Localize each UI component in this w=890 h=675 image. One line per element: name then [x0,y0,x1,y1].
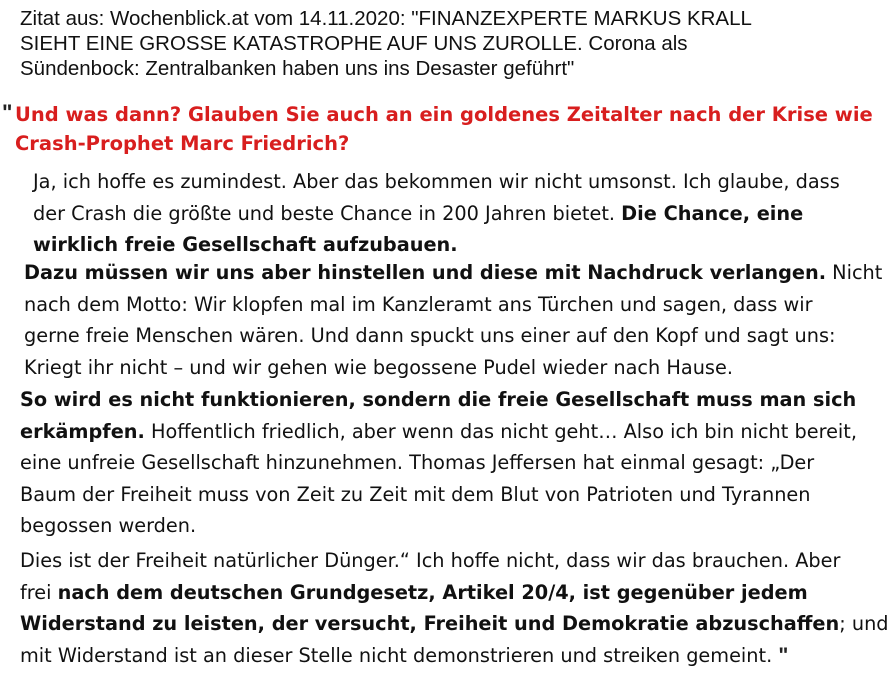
bold-run: Widerstand zu leisten, der versucht, Freiheit und Demokratie abzuschaffen [20,612,840,635]
bold-run: erkämpfen. [20,419,145,443]
opening-quote-mark: " [2,100,13,125]
text-line [20,608,889,640]
text-line: Ja, ich hoffe es zumindest. Aber das bekommen wir nicht umsonst. Ich glaube, dass [33,170,840,193]
question-line: Crash-Prophet Marc Friedrich? [15,132,350,155]
text-line [24,257,884,289]
citation-line: SIEHT EINE GROSSE KATASTROPHE AUF UNS ZUROLLE. Corona als [20,32,688,55]
question-line: Und was dann? Glauben Sie auch an ein goldenes Zeitalter nach der Krise wie [15,103,873,126]
text-run: mit Widerstand ist an dieser Stelle nicht demonstrieren und streiken gemeint. [20,643,779,667]
text-run: frei [20,580,58,604]
answer-paragraph-1 [33,166,883,261]
closing-quote-mark: " [778,643,789,667]
text-line: nach dem Motto: Wir klopfen mal im Kanzleramt ans Türchen und sagen, dass wir [24,292,813,316]
text-line: gerne freie Menschen wären. Und dann spuckt uns einer auf den Kopf und sagt uns: [24,324,836,347]
citation-line: Zitat aus: Wochenblick.at vom 14.11.2020: "FINANZEXPERTE MARKUS KRALL [20,7,752,30]
text-line: Baum der Freiheit muss von Zeit zu Zeit mit dem Blut von Patrioten und Tyrannen [20,482,811,506]
text-run: der Crash die größte und beste Chance in 200 Jahren bietet. [33,201,622,225]
text-line: eine unfreie Gesellschaft hinzunehmen. Thomas Jeffersen hat einmal gesagt: „Der [20,451,815,474]
answer-paragraph-3 [20,384,885,542]
text-line [20,416,885,448]
answer-paragraph-4 [20,545,889,671]
bold-run: Dazu müssen wir uns aber hinstellen und diese mit Nachdruck verlangen. [24,261,827,284]
source-citation [20,6,880,81]
answer-paragraph-2 [24,257,884,383]
bold-run: Die Chance, eine [621,201,804,225]
bold-line: wirklich freie Gesellschaft aufzubauen. [33,233,458,256]
text-line: Dies ist der Freiheit natürlicher Dünger.“ Ich hoffe nicht, dass wir das brauchen. Aber [20,549,841,572]
bold-line: So wird es nicht funktionieren, sondern die freie Gesellschaft muss man sich [20,388,857,411]
text-run: Hoffentlich friedlich, aber wenn das nicht geht… Also ich bin nicht bereit, [144,419,857,443]
citation-line: Sündenbock: Zentralbanken haben uns ins Desaster geführt" [20,57,575,80]
text-line: begossen werden. [20,514,197,537]
text-line [33,198,883,230]
bold-run: nach dem deutschen Grundgesetz, Artikel 20/4, ist gegenüber jedem [57,580,808,604]
text-run: Nicht [826,261,883,284]
text-line [20,640,885,672]
interview-question [15,100,885,158]
text-line: Kriegt ihr nicht – und wir gehen wie begossene Pudel wieder nach Hause. [24,355,733,379]
text-line [20,577,885,609]
text-run: ; und [839,612,889,635]
